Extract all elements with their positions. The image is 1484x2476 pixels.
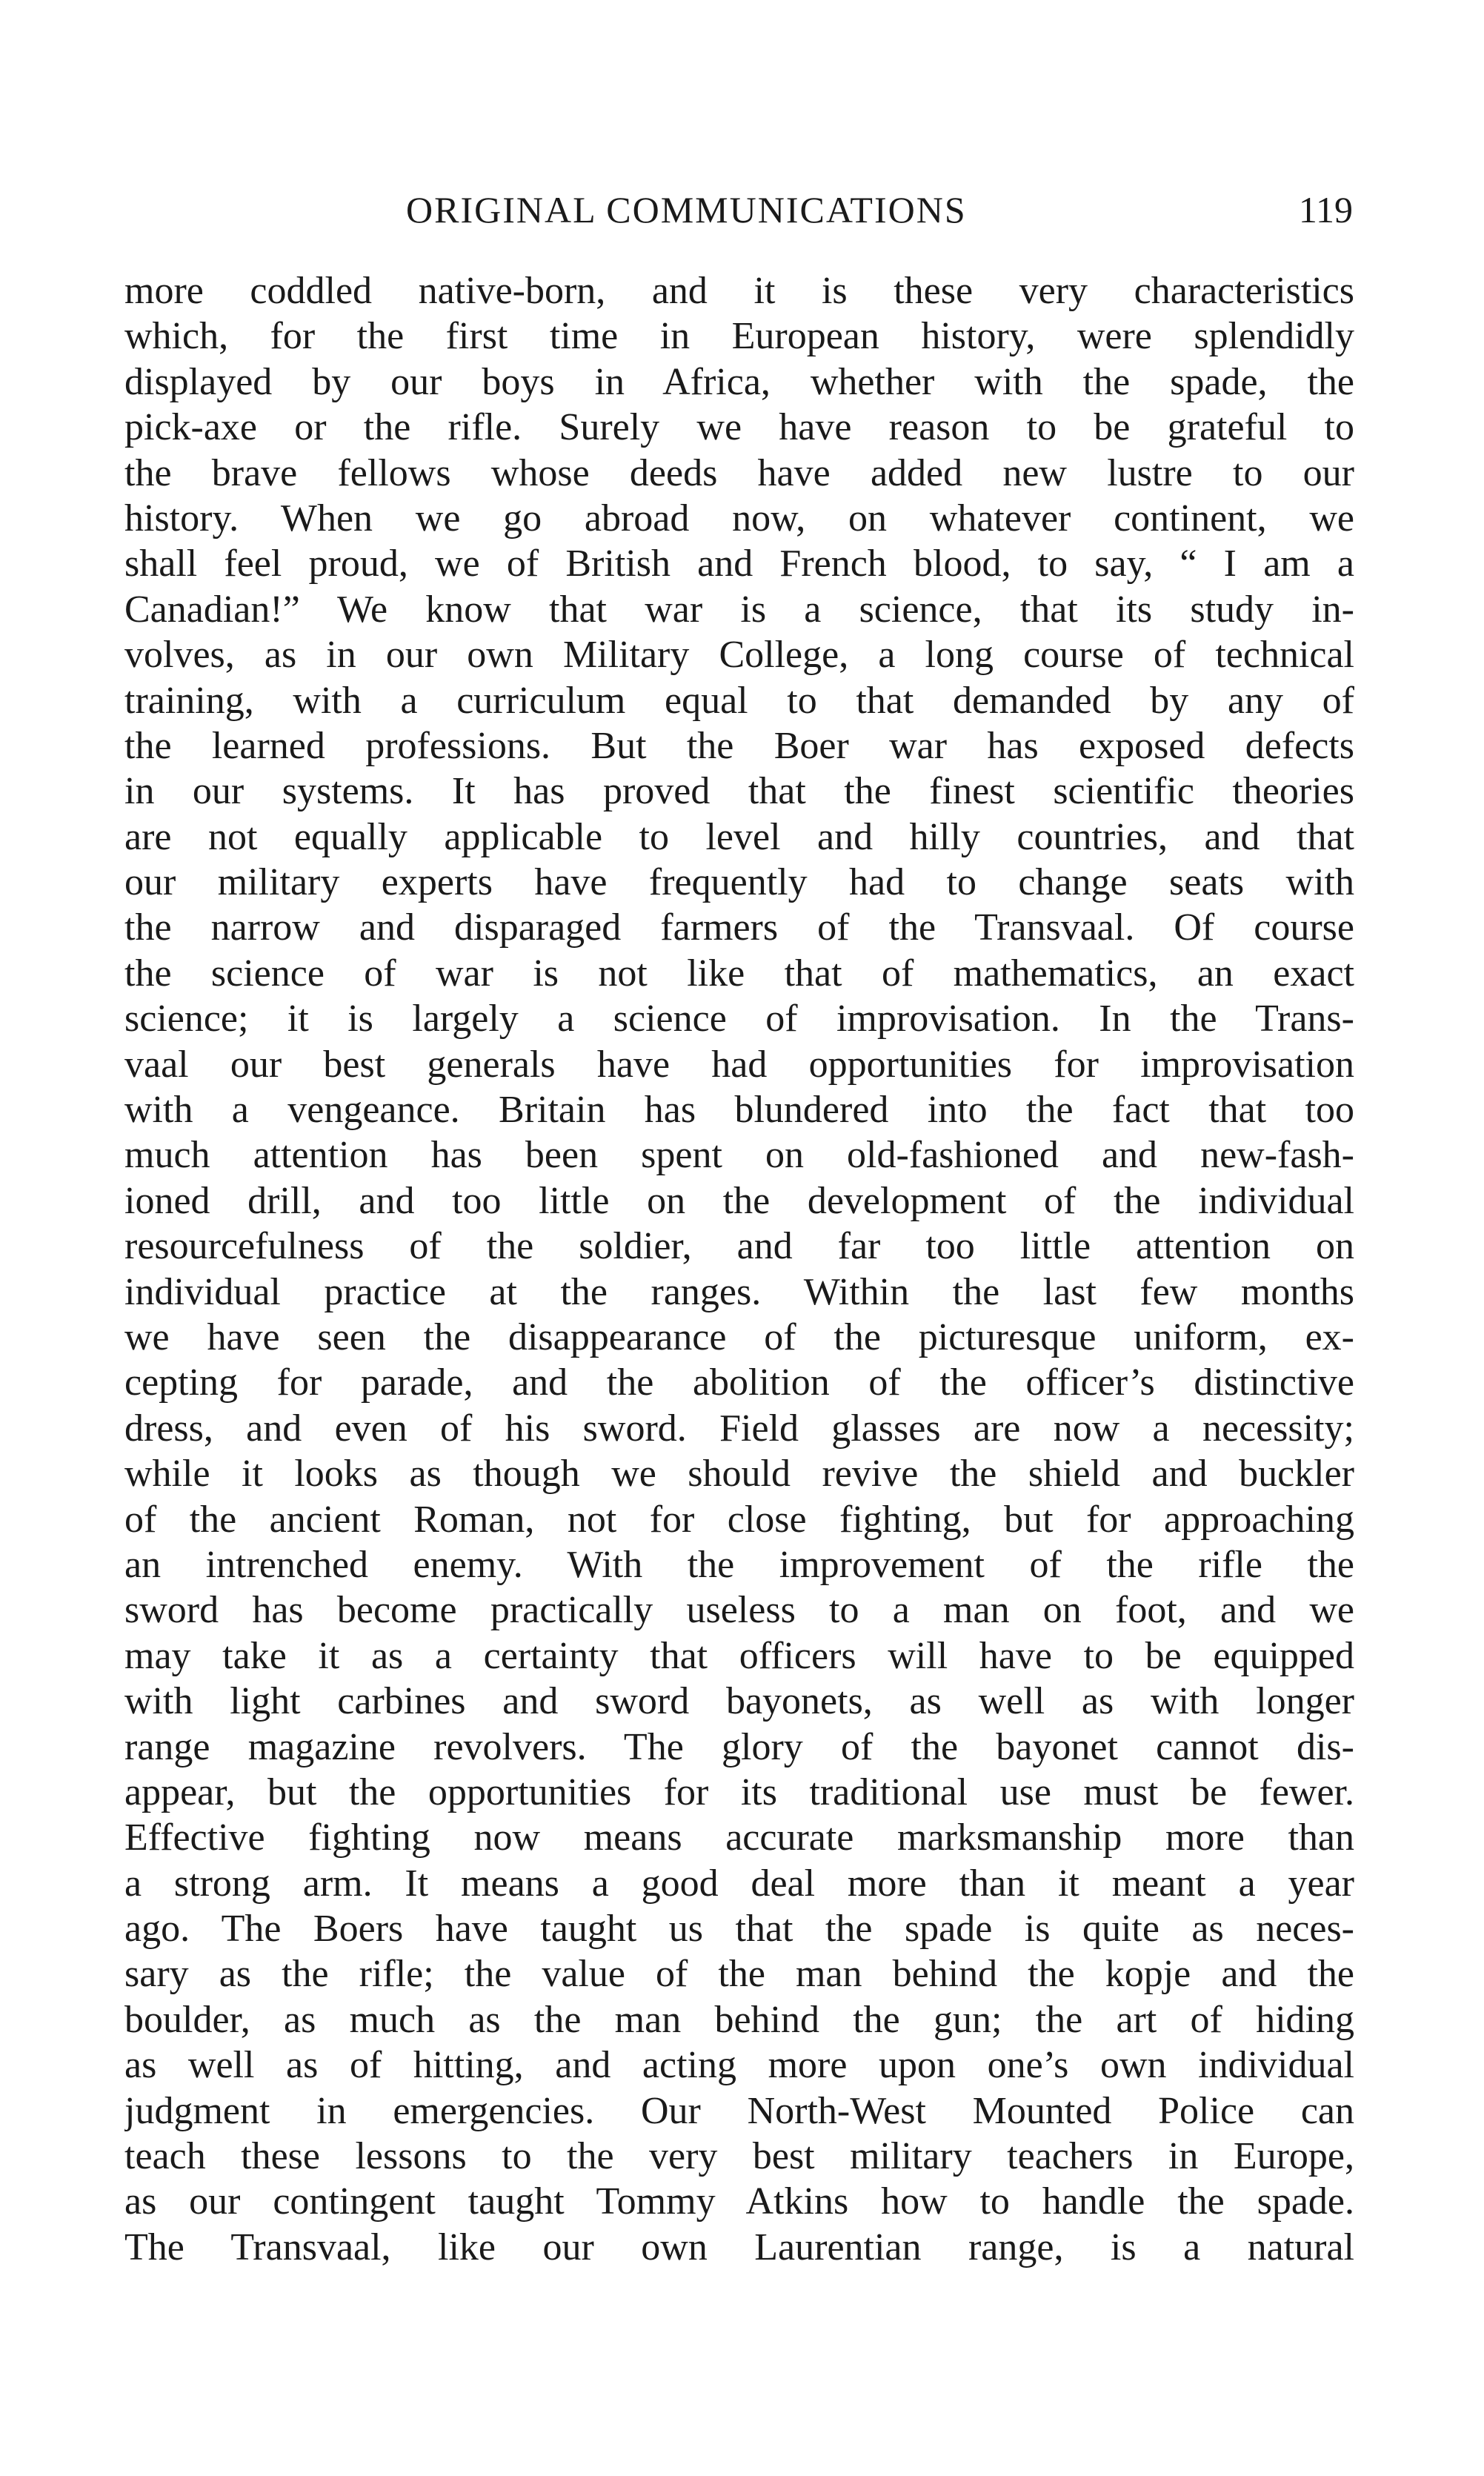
body-text [124, 268, 1354, 2270]
text-line: of the ancient Roman, not for close fighting, but for approaching [124, 1498, 1354, 1541]
text-line: The Transvaal, like our own Laurentian range, is a natural [124, 2226, 1354, 2268]
text-line: training, with a curriculum equal to that demanded by any of [124, 679, 1354, 722]
text-line: a strong arm. It means a good deal more than it meant a year [124, 1862, 1354, 1905]
text-line: our military experts have frequently had to change seats with [124, 861, 1354, 904]
text-line: history. When we go abroad now, on whatever continent, we [124, 497, 1354, 540]
text-line: with a vengeance. Britain has blundered into the fact that too [124, 1089, 1354, 1132]
text-line: while it looks as though we should revive the shield and buckler [124, 1453, 1354, 1496]
text-line: individual practice at the ranges. Within the last few months [124, 1270, 1354, 1313]
text-line: resourcefulness of the soldier, and far too little attention on [124, 1225, 1354, 1268]
text-line: the narrow and disparaged farmers of the Transvaal. Of course [124, 906, 1354, 949]
page-header [124, 184, 1354, 236]
text-line: cepting for parade, and the abolition of the officer’s distinctive [124, 1361, 1354, 1404]
text-line: may take it as a certainty that officers will have to be equipped [124, 1634, 1354, 1677]
text-line: sword has become practically useless to a man on foot, and we [124, 1589, 1354, 1632]
text-line: more coddled native-born, and it is these very characteristics [124, 270, 1354, 312]
text-line: appear, but the opportunities for its traditional use must be fewer. [124, 1770, 1354, 1813]
text-line: as well as of hitting, and acting more upon one’s own individual [124, 2044, 1354, 2087]
running-title: ORIGINAL COMMUNICATIONS [406, 189, 967, 230]
text-line: much attention has been spent on old-fashioned and new-fash- [124, 1134, 1354, 1177]
text-line: in our systems. It has proved that the finest scientific theories [124, 770, 1354, 813]
text-line: ioned drill, and too little on the development of the individual [124, 1179, 1354, 1222]
text-line: which, for the first time in European history, were splendidly [124, 315, 1354, 358]
text-line: Effective fighting now means accurate marksmanship more than [124, 1816, 1354, 1859]
text-line: ago. The Boers have taught us that the spade is quite as neces- [124, 1908, 1354, 1951]
text-line: are not equally applicable to level and hilly countries, and that [124, 815, 1354, 858]
text-line: as our contingent taught Tommy Atkins how to handle the spade. [124, 2180, 1354, 2223]
text-line: boulder, as much as the man behind the gun; the art of hiding [124, 1998, 1354, 2041]
text-line: we have seen the disappearance of the picturesque uniform, ex- [124, 1315, 1354, 1358]
text-line: range magazine revolvers. The glory of the bayonet cannot dis- [124, 1725, 1354, 1768]
text-line: judgment in emergencies. Our North-West Mounted Police can [124, 2089, 1354, 2132]
text-line: dress, and even of his sword. Field glasses are now a necessity; [124, 1407, 1354, 1450]
text-line: the brave fellows whose deeds have added new lustre to our [124, 451, 1354, 494]
text-line: the science of war is not like that of mathematics, an exact [124, 952, 1354, 995]
text-line: an intrenched enemy. With the improvement of the rifle the [124, 1543, 1354, 1586]
text-line: teach these lessons to the very best military teachers in Europe, [124, 2135, 1354, 2178]
text-line: with light carbines and sword bayonets, as well as with longer [124, 1680, 1354, 1723]
text-line: shall feel proud, we of British and French blood, to say, “ I am a [124, 542, 1354, 585]
text-line: pick-axe or the rifle. Surely we have reason to be grateful to [124, 406, 1354, 449]
text-line: vaal our best generals have had opportunities for improvisation [124, 1043, 1354, 1086]
page-number: 119 [1298, 189, 1353, 230]
text-line: volves, as in our own Military College, a long course of technical [124, 634, 1354, 677]
text-line: science; it is largely a science of improvisation. In the Trans- [124, 998, 1354, 1040]
text-line: displayed by our boys in Africa, whether with the spade, the [124, 360, 1354, 403]
text-line: the learned professions. But the Boer war has exposed defects [124, 724, 1354, 767]
text-line: Canadian!” We know that war is a science, that its study in- [124, 588, 1354, 631]
text-line: sary as the rifle; the value of the man behind the kopje and the [124, 1953, 1354, 1996]
